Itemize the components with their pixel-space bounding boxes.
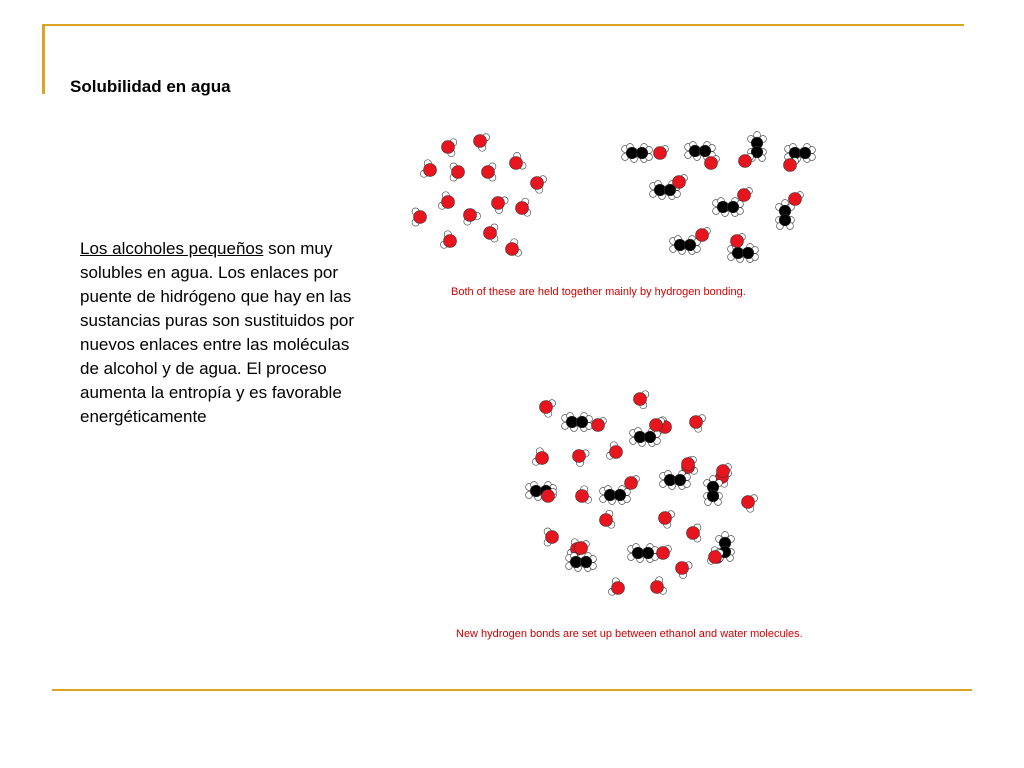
oxygen-atom bbox=[789, 193, 802, 206]
water-cluster-diagram bbox=[410, 125, 560, 265]
caption-bottom: New hydrogen bonds are set up between ethanol and water molecules. bbox=[456, 628, 803, 640]
carbon-atom bbox=[674, 474, 686, 486]
paragraph-rest: son muy solubles en agua. Los enlaces por puente de hidrógeno que hay en las sustancias puras son sustituidos por nuevos enlaces entre las moléculas de alcohol y de agua. El proceso aumenta la entropía y es favorable energéticamente bbox=[80, 239, 355, 426]
oxygen-atom bbox=[625, 477, 638, 490]
oxygen-atom bbox=[516, 202, 529, 215]
oxygen-atom bbox=[464, 209, 477, 222]
caption-top: Both of these are held together mainly by hydrogen bonding. bbox=[451, 286, 746, 298]
oxygen-atom bbox=[739, 155, 752, 168]
underlined-phrase: Los alcoholes pequeños bbox=[80, 239, 264, 258]
oxygen-atom bbox=[651, 581, 664, 594]
carbon-atom bbox=[580, 556, 592, 568]
top-rule bbox=[42, 24, 964, 26]
oxygen-atom bbox=[474, 135, 487, 148]
mixture-cluster-diagram bbox=[520, 385, 765, 605]
carbon-atom bbox=[642, 547, 654, 559]
oxygen-atom bbox=[687, 527, 700, 540]
oxygen-atom bbox=[573, 450, 586, 463]
carbon-atom bbox=[576, 416, 588, 428]
carbon-atom bbox=[644, 431, 656, 443]
oxygen-atom bbox=[738, 189, 751, 202]
ethanol-cluster-diagram bbox=[615, 125, 825, 265]
oxygen-atom bbox=[717, 465, 730, 478]
oxygen-atom bbox=[506, 243, 519, 256]
oxygen-atom bbox=[650, 419, 663, 432]
carbon-atom bbox=[707, 490, 719, 502]
carbon-atom bbox=[742, 247, 754, 259]
oxygen-atom bbox=[540, 401, 553, 414]
oxygen-atom bbox=[510, 157, 523, 170]
oxygen-atom bbox=[659, 512, 672, 525]
oxygen-atom bbox=[492, 197, 505, 210]
oxygen-atom bbox=[600, 514, 613, 527]
oxygen-atom bbox=[482, 166, 495, 179]
left-rule bbox=[42, 24, 45, 94]
oxygen-atom bbox=[705, 157, 718, 170]
oxygen-atom bbox=[784, 159, 797, 172]
carbon-atom bbox=[779, 214, 791, 226]
oxygen-atom bbox=[442, 196, 455, 209]
oxygen-atom bbox=[575, 542, 588, 555]
oxygen-atom bbox=[610, 446, 623, 459]
slide-title: Solubilidad en agua bbox=[70, 77, 231, 96]
oxygen-atom bbox=[531, 177, 544, 190]
oxygen-atom bbox=[682, 458, 695, 471]
oxygen-atom bbox=[442, 141, 455, 154]
oxygen-atom bbox=[673, 176, 686, 189]
oxygen-atom bbox=[424, 164, 437, 177]
oxygen-atom bbox=[612, 582, 625, 595]
oxygen-atom bbox=[444, 235, 457, 248]
carbon-atom bbox=[684, 239, 696, 251]
oxygen-atom bbox=[676, 562, 689, 575]
oxygen-atom bbox=[484, 227, 497, 240]
oxygen-atom bbox=[592, 419, 605, 432]
oxygen-atom bbox=[576, 490, 589, 503]
body-paragraph bbox=[80, 237, 370, 429]
carbon-atom bbox=[727, 201, 739, 213]
oxygen-atom bbox=[696, 229, 709, 242]
oxygen-atom bbox=[414, 211, 427, 224]
oxygen-atom bbox=[654, 147, 667, 160]
carbon-atom bbox=[799, 147, 811, 159]
oxygen-atom bbox=[709, 551, 722, 564]
oxygen-atom bbox=[742, 496, 755, 509]
bottom-rule bbox=[52, 689, 972, 691]
oxygen-atom bbox=[657, 547, 670, 560]
oxygen-atom bbox=[452, 166, 465, 179]
oxygen-atom bbox=[731, 235, 744, 248]
oxygen-atom bbox=[546, 531, 559, 544]
oxygen-atom bbox=[542, 490, 555, 503]
carbon-atom bbox=[636, 147, 648, 159]
carbon-atom bbox=[699, 145, 711, 157]
oxygen-atom bbox=[536, 452, 549, 465]
oxygen-atom bbox=[690, 416, 703, 429]
carbon-atom bbox=[614, 489, 626, 501]
oxygen-atom bbox=[634, 393, 647, 406]
